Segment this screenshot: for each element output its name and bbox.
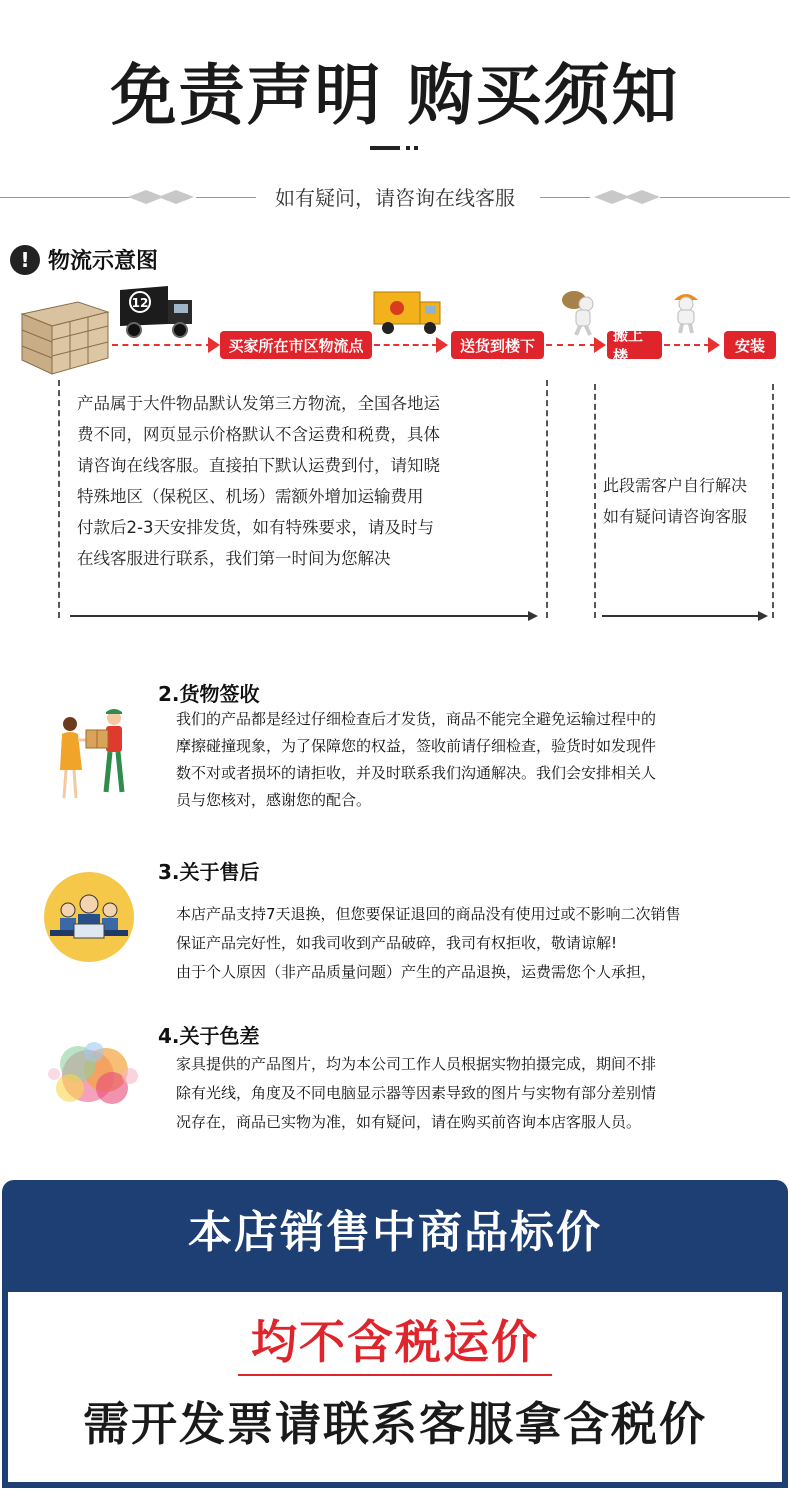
step-carry-upstairs: 搬上楼 bbox=[607, 331, 662, 359]
logistics-note-right: 此段需客户自行解决 如有疑问请咨询客服 bbox=[603, 476, 748, 526]
truck-number: 12 bbox=[131, 296, 149, 310]
flow-line-1 bbox=[112, 344, 212, 346]
subtitle: 如有疑问，请咨询在线客服 bbox=[275, 186, 515, 210]
right-box-arrow-head bbox=[758, 611, 768, 621]
right-box-border-left bbox=[594, 384, 596, 618]
logistics-heading bbox=[10, 244, 158, 275]
customer-service-icon bbox=[44, 872, 134, 962]
step-deliver-downstairs: 送货到楼下 bbox=[451, 331, 544, 359]
price-banner-invoice-line: 需开发票请联系客服拿含税价 bbox=[83, 1397, 707, 1451]
flow-arrow-2 bbox=[436, 337, 448, 353]
price-banner-underline bbox=[238, 1374, 552, 1376]
price-banner-heading: 本店销售中商品标价 bbox=[188, 1207, 602, 1258]
section-receipt-title: 2.货物签收 bbox=[158, 682, 260, 706]
step-install: 安装 bbox=[724, 331, 776, 359]
logistics-note-left: 产品属于大件物品默认发第三方物流，全国各地运 费不同，网页显示价格默认不含运费和税费，具体 请咨询在线客服。直接拍下默认运费到付，请知晓 特殊地区（保税区、机场）需额外增加运输费用 付款后2-3天安排发货，如有特殊要求，请及时与 在线客服进行联系，我们第一时间为您解决 bbox=[77, 394, 440, 568]
left-box-border-right bbox=[546, 380, 548, 618]
logistics-heading-text: 物流示意图 bbox=[48, 249, 159, 274]
mover-icon bbox=[556, 288, 604, 336]
package-handover-icon bbox=[52, 700, 136, 808]
flow-arrow-1 bbox=[208, 337, 220, 353]
warning-icon: ! bbox=[10, 245, 40, 275]
section-aftersale-title: 3.关于售后 bbox=[158, 860, 260, 884]
right-box-arrow-line bbox=[602, 615, 760, 617]
title-divider bbox=[370, 146, 420, 152]
section-color-title: 4.关于色差 bbox=[158, 1024, 260, 1048]
wooden-crate-icon bbox=[18, 296, 110, 376]
price-banner-red-line: 均不含税运价 bbox=[251, 1315, 539, 1369]
color-splash-icon bbox=[42, 1030, 152, 1120]
yellow-truck-icon bbox=[372, 288, 444, 336]
flow-arrow-3 bbox=[594, 337, 606, 353]
section-color-body: 家具提供的产品图片，均为本公司工作人员根据实物拍摄完成，期间不排 除有光线，角度及不同电脑显示器等因素导致的图片与实物有部分差别情 况存在，商品已实物为准，如有疑问，请在购买前咨询本店客服人员。 bbox=[176, 1055, 657, 1131]
page-title: 免责声明 购买须知 bbox=[110, 57, 680, 134]
section-aftersale-body: 本店产品支持7天退换，但您要保证退回的商品没有使用过或不影响二次销售 保证产品完好性，如我司收到产品破碎，我司有权拒收，敬请谅解! 由于个人原因（非产品质量问题）产生的产品退换，运费需您个人承担， bbox=[176, 905, 681, 981]
delivery-truck-icon bbox=[118, 284, 198, 340]
flow-line-4 bbox=[664, 344, 710, 346]
flow-arrow-4 bbox=[708, 337, 720, 353]
section-receipt-body: 我们的产品都是经过仔细检查后才发货，商品不能完全避免运输过程中的 摩擦碰撞现象，为了保障您的权益，签收前请仔细检查，验货时如发现件 数不对或者损坏的请拒收，并及时联系我们沟通解决。我们会安排相关人 员与您核对，感谢您的配合。 bbox=[176, 710, 657, 809]
left-box-arrow-head bbox=[528, 611, 538, 621]
left-box-arrow-line bbox=[70, 615, 530, 617]
installer-icon bbox=[666, 288, 706, 334]
subtitle-rule-right-inner bbox=[540, 197, 590, 198]
subtitle-rule-right bbox=[660, 197, 790, 198]
flow-line-2 bbox=[374, 344, 438, 346]
left-box-border-left bbox=[58, 380, 60, 618]
flow-line-3 bbox=[546, 344, 596, 346]
diamond-ornament-right bbox=[588, 188, 660, 206]
step-city-logistics: 买家所在市区物流点 bbox=[220, 331, 372, 359]
